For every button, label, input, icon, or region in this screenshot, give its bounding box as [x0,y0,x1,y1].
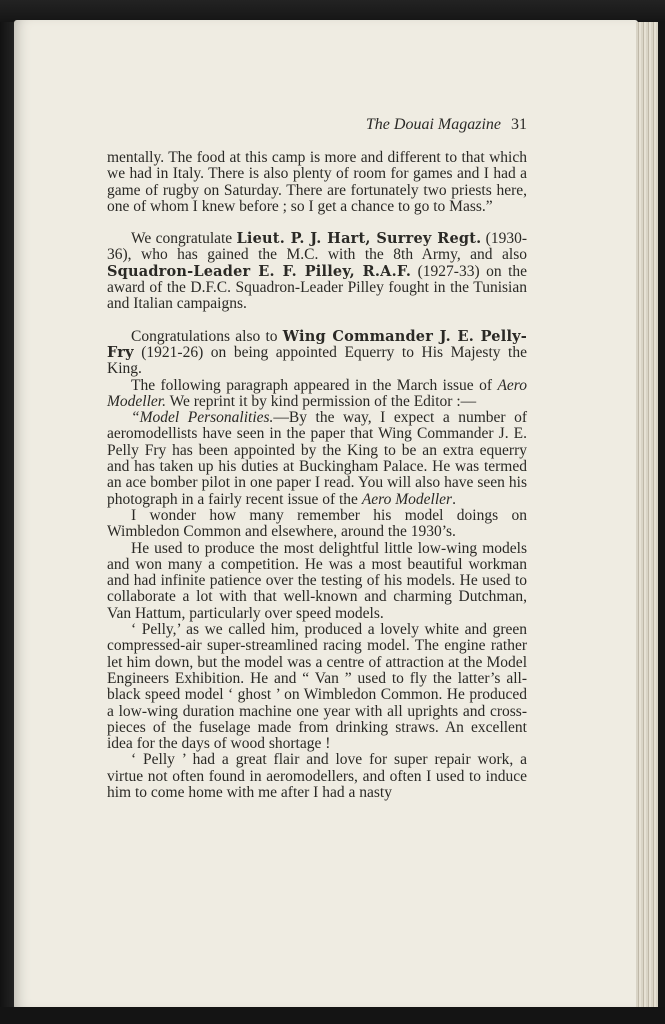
text-run: . [452,490,456,508]
magazine-title: The Douai Magazine [365,116,501,133]
paragraph-model-personalities [107,410,527,508]
paragraph-congratulations-hart-pilley [107,231,527,312]
text-run: The following paragraph appeared in the March issue of [131,376,498,394]
paragraph-gap [107,313,527,329]
paragraph-aero-modeller-intro [107,378,527,411]
binding-top-edge [0,0,665,22]
paragraph-low-wing-models: He used to produce the most delightful little low-wing models and won many a competition. He was a most beautiful workman and had infinite patience over the testing of his models. He used to collaborate a lot with that well-known and charming Dutchman, Van Hattum, particularly over speed models. [107,539,527,622]
paragraph-gap [107,215,527,231]
right-shadow [658,22,665,1012]
paragraph-wimbledon: I wonder how many remember his model doings on Wimbledon Common and elsewhere, around the 1930’s. [107,506,527,541]
text-run: —By the way, I expect a number of aeromodellists have seen in the paper that Wing Commander J. E. Pelly Fry has been appointed by the King to be an extra equerry and has taken up his duties at Buckingham Palace. He was termed an ace bomber pilot in one paper I read. You will also have seen his photograph in a fairly recent issue of the [107,409,527,508]
section-title: “Model Personalities. [131,409,274,427]
text-run: (1921-26) on being appointed Equerry to His Majesty the King. [107,343,527,378]
publication-title: Aero Modeller. [107,376,527,410]
text-run: We reprint it by kind permission of the Editor :— [165,392,477,410]
paragraph-repair-work: ‘ Pelly ’ had a great flair and love for super repair work, a virtue not often found in aeromodellers, and often I used to induce him to come home with me after I had a nasty [107,751,527,801]
paragraph-congratulations-pelly-fry [107,329,527,378]
bottom-shadow [0,1007,665,1024]
paragraph-letter-end: mentally. The food at this camp is more and different to that which we had in Italy. There is also plenty of room for games and I had a game of rugby on Saturday. There are fortunately two priests here, one of whom I knew before ; so I get a chance to go to Mass.” [107,149,527,215]
text-run: (1927-33) on the award of the D.F.C. Squadron-Leader Pilley fought in the Tunisian and Italian campaigns. [107,262,528,313]
page-stack-edges [636,22,660,1012]
name-hart: Lieut. P. J. Hart, Surrey Regt. [236,230,482,248]
text-run: Congratulations also to [131,327,283,345]
publication-title: Aero Modeller [361,490,453,508]
page-number: 31 [511,116,527,133]
article-body [107,150,527,801]
paragraph-racing-model: ‘ Pelly,’ as we called him, produced a lovely white and green compressed-air super-streamlined racing model. The engine rather let him down, but the model was a centre of attraction at the Model Engineers Exhibition. He and “ Van ” used to fly the latter’s all-black speed model ‘ ghost ’ on Wimbledon Common. He produced a low-wing duration machine one year with all uprights and cross-pieces of the fuselage made from drinking straws. An excellent idea for the days of wood shortage ! [107,621,527,753]
running-head [366,116,527,134]
name-pilley: Squadron-Leader E. F. Pilley, R.A.F. [107,262,412,280]
text-run: We congratulate [131,230,237,248]
text-run: (1930-36), who has gained the M.C. with the 8th Army, and also [107,230,528,264]
name-pelly-fry: Wing Commander J. E. Pelly-Fry [107,327,527,361]
